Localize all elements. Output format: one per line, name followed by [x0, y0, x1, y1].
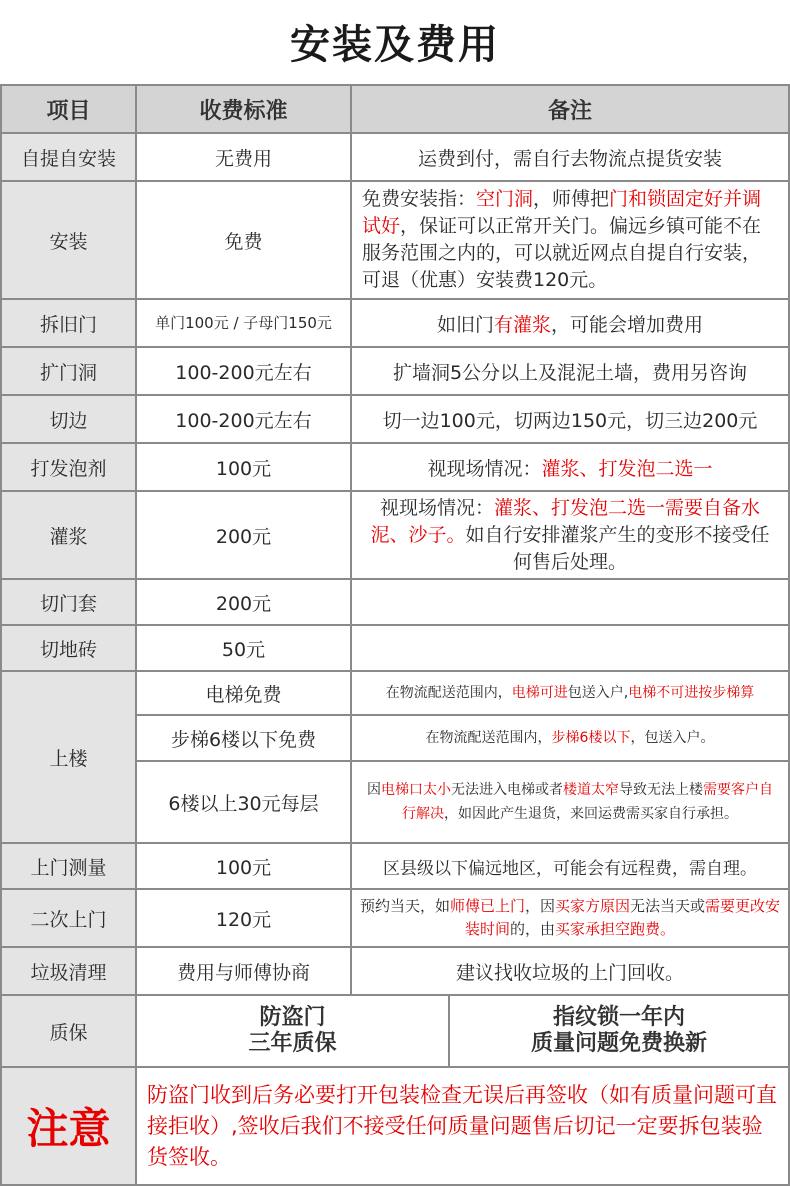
row-install-note: 免费安装指：空门洞，师傅把门和锁固定好并调试好，保证可以正常开关门。偏远乡镇可能不在服务范围之内的，可以就近网点自提自行安装，可退（优惠）安装费120元。	[350, 180, 790, 300]
row-warranty-item: 质保	[0, 994, 137, 1068]
row-warranty-door: 防盗门 三年质保	[135, 994, 450, 1068]
row-cut-frame-note	[350, 578, 790, 626]
row-upstairs-stairs-fee: 步梯6楼以下免费	[135, 714, 352, 762]
row-cut-edge-fee: 100-200元左右	[135, 394, 352, 444]
row-cut-edge-note: 切一边100元，切两边150元，切三边200元	[350, 394, 790, 444]
row-grout-fee: 200元	[135, 490, 352, 580]
row-measure-fee: 100元	[135, 842, 352, 890]
row-self-install-item: 自提自安装	[0, 132, 137, 182]
row-widen-note: 扩墙洞5公分以上及混泥土墙，费用另咨询	[350, 346, 790, 396]
header-item: 项目	[0, 84, 137, 134]
row-cut-frame-item: 切门套	[0, 578, 137, 626]
warning-label: 注意	[0, 1066, 137, 1186]
row-upstairs-high-note: 因电梯口太小无法进入电梯或者楼道太窄导致无法上楼需要客户自行解决，如因此产生退货，来回运费需买家自行承担。	[350, 760, 790, 844]
row-widen-item: 扩门洞	[0, 346, 137, 396]
row-garbage-item: 垃圾清理	[0, 946, 137, 996]
row-foam-fee: 100元	[135, 442, 352, 492]
row-upstairs-stairs-note: 在物流配送范围内，步梯6楼以下，包送入户。	[350, 714, 790, 762]
row-second-visit-item: 二次上门	[0, 888, 137, 948]
fee-table	[0, 84, 790, 1186]
row-upstairs-high-fee: 6楼以上30元每层	[135, 760, 352, 844]
header-note: 备注	[350, 84, 790, 134]
row-old-door-item: 拆旧门	[0, 298, 137, 348]
row-second-visit-fee: 120元	[135, 888, 352, 948]
row-grout-note: 视现场情况：灌浆、打发泡二选一需要自备水泥、沙子。如自行安排灌浆产生的变形不接受任何售后处理。	[350, 490, 790, 580]
row-garbage-fee: 费用与师傅协商	[135, 946, 352, 996]
row-cut-tile-note	[350, 624, 790, 672]
row-cut-tile-item: 切地砖	[0, 624, 137, 672]
row-garbage-note: 建议找收垃圾的上门回收。	[350, 946, 790, 996]
row-old-door-note: 如旧门有灌浆，可能会增加费用	[350, 298, 790, 348]
row-measure-note: 区县级以下偏远地区，可能会有远程费，需自理。	[350, 842, 790, 890]
row-cut-frame-fee: 200元	[135, 578, 352, 626]
row-install-item: 安装	[0, 180, 137, 300]
row-old-door-fee: 单门100元 / 子母门150元	[135, 298, 352, 348]
row-install-fee: 免费	[135, 180, 352, 300]
row-measure-item: 上门测量	[0, 842, 137, 890]
row-grout-item: 灌浆	[0, 490, 137, 580]
row-warranty-lock: 指纹锁一年内 质量问题免费换新	[448, 994, 790, 1068]
row-upstairs-elevator-note: 在物流配送范围内，电梯可进包送入户,电梯不可进按步梯算	[350, 670, 790, 716]
row-widen-fee: 100-200元左右	[135, 346, 352, 396]
warning-text: 防盗门收到后务必要打开包装检查无误后再签收（如有质量问题可直接拒收）,签收后我们不接受任何质量问题售后切记一定要拆包装验货签收。	[135, 1066, 790, 1186]
row-upstairs-elevator-fee: 电梯免费	[135, 670, 352, 716]
row-second-visit-note: 预约当天，如师傅已上门，因买家方原因无法当天或需要更改安装时间的，由买家承担空跑费。	[350, 888, 790, 948]
row-self-install-note: 运费到付，需自行去物流点提货安装	[350, 132, 790, 182]
header-fee: 收费标准	[135, 84, 352, 134]
row-cut-edge-item: 切边	[0, 394, 137, 444]
page-title: 安装及费用	[290, 22, 500, 68]
row-upstairs-item: 上楼	[0, 670, 137, 844]
row-foam-note: 视现场情况：灌浆、打发泡二选一	[350, 442, 790, 492]
row-foam-item: 打发泡剂	[0, 442, 137, 492]
row-self-install-fee: 无费用	[135, 132, 352, 182]
row-cut-tile-fee: 50元	[135, 624, 352, 672]
